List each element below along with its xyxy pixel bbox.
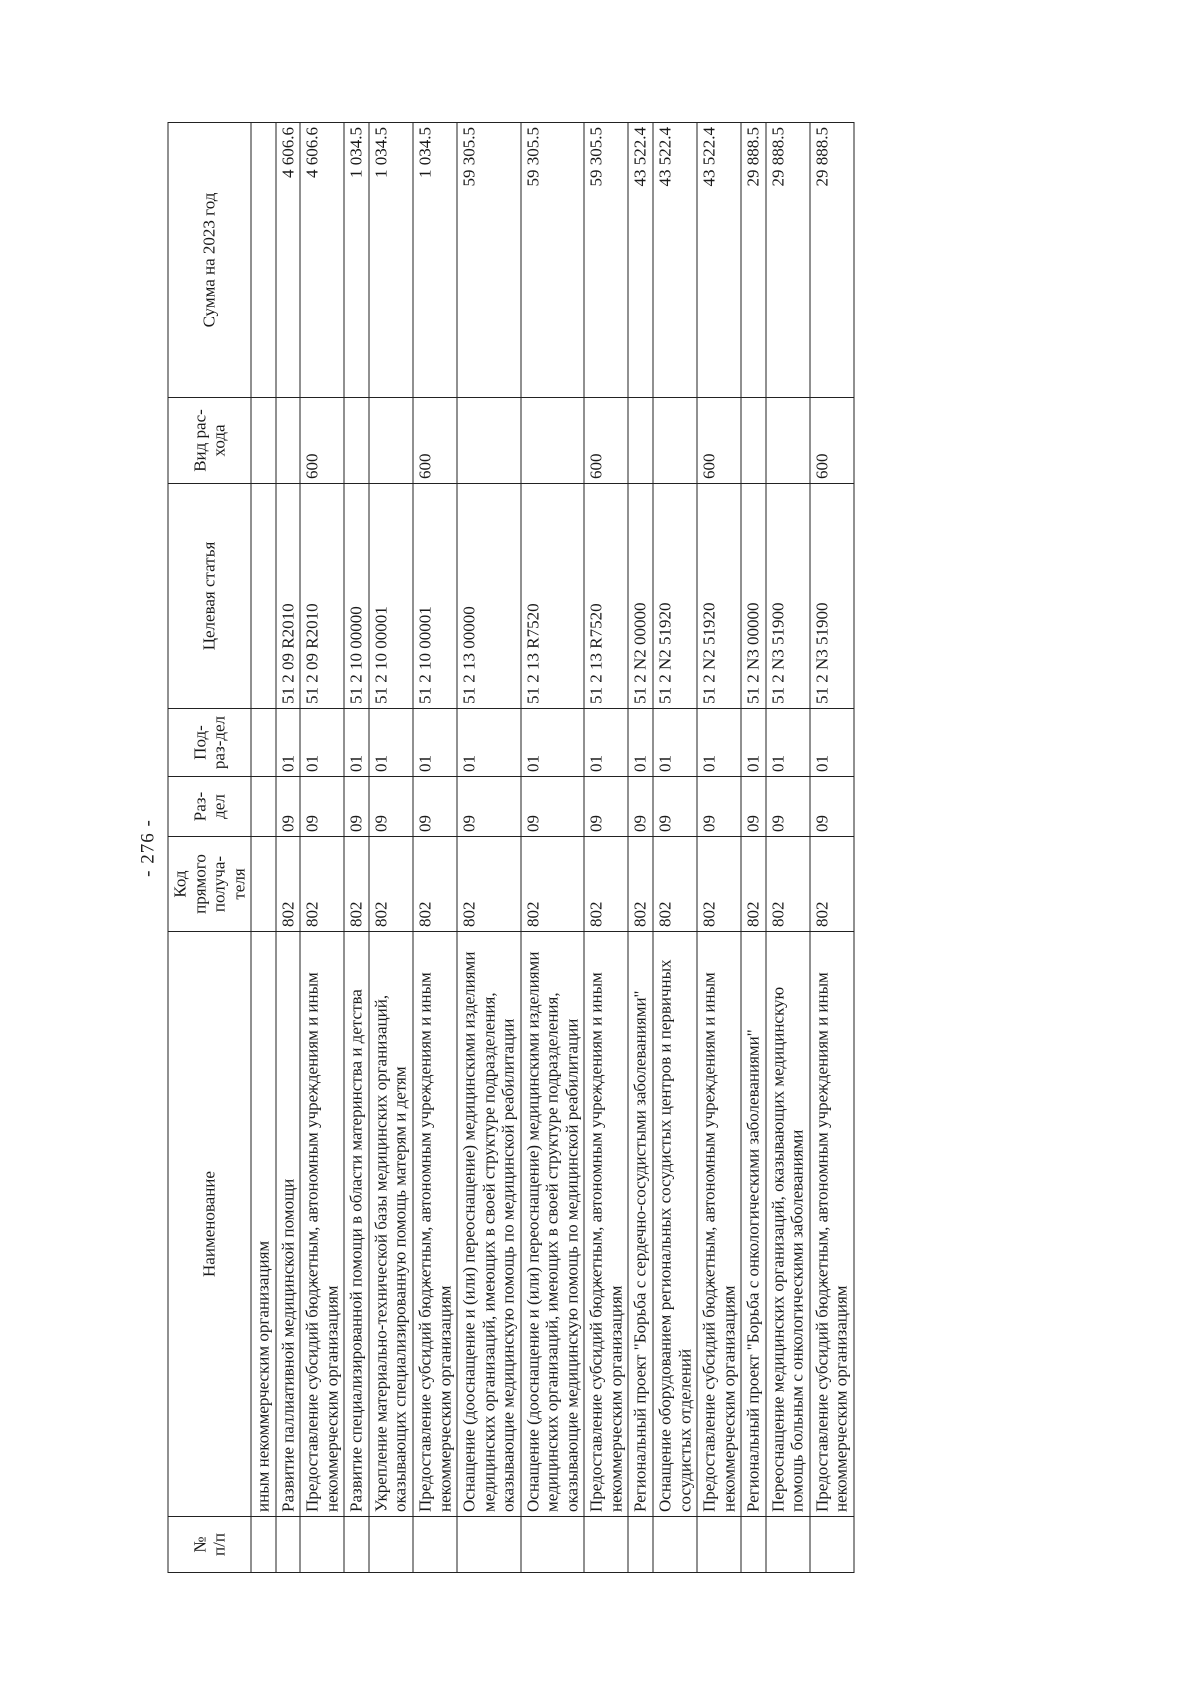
row-recipient-code: 802 <box>697 837 741 932</box>
row-sum: 1 034.5 <box>369 123 413 398</box>
row-expense-type <box>344 398 369 484</box>
row-number <box>628 1517 653 1573</box>
row-section: 09 <box>584 777 628 837</box>
row-expense-type <box>521 398 585 484</box>
row-number <box>653 1517 697 1573</box>
table-row <box>653 123 697 1573</box>
row-expense-type <box>251 398 276 484</box>
row-sum: 1 034.5 <box>413 123 457 398</box>
table-row <box>810 123 854 1573</box>
row-subsection: 01 <box>521 709 585 777</box>
table-row <box>741 123 766 1573</box>
row-section: 09 <box>653 777 697 837</box>
row-name: Региональный проект "Борьба с сердечно-сосудистыми заболеваниями" <box>628 932 653 1517</box>
row-name: Развитие специализированной помощи в области материнства и детства <box>344 932 369 1517</box>
row-number <box>697 1517 741 1573</box>
row-section: 09 <box>457 777 521 837</box>
row-number <box>413 1517 457 1573</box>
table-row <box>457 123 521 1573</box>
table-row <box>344 123 369 1573</box>
row-section: 09 <box>413 777 457 837</box>
row-sum: 43 522.4 <box>697 123 741 398</box>
row-recipient-code: 802 <box>628 837 653 932</box>
row-target-article: 51 2 13 R7520 <box>521 484 585 709</box>
header-subsection: Под-раз-дел <box>168 709 251 777</box>
row-sum: 4 606.6 <box>300 123 344 398</box>
row-number <box>276 1517 301 1573</box>
row-section: 09 <box>276 777 301 837</box>
row-sum: 59 305.5 <box>457 123 521 398</box>
row-expense-type: 600 <box>413 398 457 484</box>
rotated-page <box>138 123 1063 1573</box>
table-row <box>369 123 413 1573</box>
row-target-article: 51 2 10 00001 <box>369 484 413 709</box>
row-number <box>344 1517 369 1573</box>
header-expense-type: Вид рас-хода <box>168 398 251 484</box>
row-name: иным некоммерческим организациям <box>251 932 276 1517</box>
row-target-article: 51 2 10 00001 <box>413 484 457 709</box>
row-subsection: 01 <box>584 709 628 777</box>
row-number <box>369 1517 413 1573</box>
row-subsection: 01 <box>766 709 810 777</box>
row-recipient-code: 802 <box>584 837 628 932</box>
header-name: Наименование <box>168 932 251 1517</box>
row-name: Развитие паллиативной медицинской помощи <box>276 932 301 1517</box>
row-name: Региональный проект "Борьба с онкологическими заболеваниями" <box>741 932 766 1517</box>
row-recipient-code: 802 <box>653 837 697 932</box>
row-subsection: 01 <box>697 709 741 777</box>
row-subsection: 01 <box>457 709 521 777</box>
row-section: 09 <box>369 777 413 837</box>
table-row <box>276 123 301 1573</box>
row-recipient-code <box>251 837 276 932</box>
row-recipient-code: 802 <box>810 837 854 932</box>
row-sum: 29 888.5 <box>766 123 810 398</box>
table-row <box>413 123 457 1573</box>
row-expense-type: 600 <box>300 398 344 484</box>
row-number <box>457 1517 521 1573</box>
row-number <box>300 1517 344 1573</box>
row-subsection: 01 <box>810 709 854 777</box>
row-sum <box>251 123 276 398</box>
row-sum: 43 522.4 <box>628 123 653 398</box>
row-target-article: 51 2 N2 51920 <box>653 484 697 709</box>
row-number <box>251 1517 276 1573</box>
header-row <box>168 123 251 1573</box>
row-subsection: 01 <box>628 709 653 777</box>
row-expense-type: 600 <box>810 398 854 484</box>
row-number <box>741 1517 766 1573</box>
row-recipient-code: 802 <box>300 837 344 932</box>
table-row <box>697 123 741 1573</box>
row-target-article: 51 2 10 00000 <box>344 484 369 709</box>
row-target-article: 51 2 09 R2010 <box>276 484 301 709</box>
row-sum: 59 305.5 <box>584 123 628 398</box>
row-number <box>766 1517 810 1573</box>
table-body <box>251 123 854 1573</box>
row-expense-type <box>741 398 766 484</box>
row-name: Предоставление субсидий бюджетным, автономным учреждениям и иным некоммерческим организациям <box>584 932 628 1517</box>
row-sum: 29 888.5 <box>810 123 854 398</box>
table-row <box>584 123 628 1573</box>
row-sum: 43 522.4 <box>653 123 697 398</box>
row-name: Оснащение оборудованием региональных сосудистых центров и первичных сосудистых отделений <box>653 932 697 1517</box>
row-target-article <box>251 484 276 709</box>
row-subsection: 01 <box>653 709 697 777</box>
row-recipient-code: 802 <box>766 837 810 932</box>
row-expense-type <box>628 398 653 484</box>
row-number <box>584 1517 628 1573</box>
row-expense-type <box>457 398 521 484</box>
table-row <box>628 123 653 1573</box>
row-section: 09 <box>697 777 741 837</box>
header-number: № п/п <box>168 1517 251 1573</box>
header-recipient-code: Код прямого получа-теля <box>168 837 251 932</box>
row-name: Предоставление субсидий бюджетным, автономным учреждениям и иным некоммерческим организациям <box>697 932 741 1517</box>
header-section: Раз-дел <box>168 777 251 837</box>
row-name: Укрепление материально-технической базы медицинских организаций, оказывающих специализированную помощь матерям и детям <box>369 932 413 1517</box>
row-subsection: 01 <box>300 709 344 777</box>
table-row <box>766 123 810 1573</box>
row-subsection: 01 <box>276 709 301 777</box>
row-subsection: 01 <box>344 709 369 777</box>
row-section: 09 <box>741 777 766 837</box>
header-target-article: Целевая статья <box>168 484 251 709</box>
row-target-article: 51 2 13 00000 <box>457 484 521 709</box>
header-sum-2023: Сумма на 2023 год <box>168 123 251 398</box>
row-name: Оснащение (дооснащение и (или) переоснащение) медицинскими изделиями медицинских организаций, имеющих в своей структуре подразделения, оказывающие медицинскую помощь по медицинской реабилитации <box>521 932 585 1517</box>
row-recipient-code: 802 <box>413 837 457 932</box>
row-name: Оснащение (дооснащение и (или) переоснащение) медицинскими изделиями медицинских организаций, имеющих в своей структуре подразделения, оказывающие медицинскую помощь по медицинской реабилитации <box>457 932 521 1517</box>
row-expense-type: 600 <box>697 398 741 484</box>
row-section: 09 <box>300 777 344 837</box>
row-subsection: 01 <box>741 709 766 777</box>
row-recipient-code: 802 <box>521 837 585 932</box>
table-row <box>300 123 344 1573</box>
row-name: Предоставление субсидий бюджетным, автономным учреждениям и иным некоммерческим организациям <box>810 932 854 1517</box>
row-target-article: 51 2 13 R7520 <box>584 484 628 709</box>
row-sum: 1 034.5 <box>344 123 369 398</box>
row-expense-type <box>276 398 301 484</box>
row-expense-type <box>766 398 810 484</box>
row-section <box>251 777 276 837</box>
row-name: Предоставление субсидий бюджетным, автономным учреждениям и иным некоммерческим организациям <box>413 932 457 1517</box>
row-expense-type <box>369 398 413 484</box>
row-expense-type: 600 <box>584 398 628 484</box>
row-section: 09 <box>521 777 585 837</box>
row-name: Предоставление субсидий бюджетным, автономным учреждениям и иным некоммерческим организациям <box>300 932 344 1517</box>
page-number: - 276 - <box>137 819 159 877</box>
row-sum: 29 888.5 <box>741 123 766 398</box>
row-section: 09 <box>810 777 854 837</box>
row-recipient-code: 802 <box>741 837 766 932</box>
budget-table <box>168 122 855 1573</box>
row-sum: 4 606.6 <box>276 123 301 398</box>
row-number <box>521 1517 585 1573</box>
row-target-article: 51 2 N3 51900 <box>810 484 854 709</box>
row-section: 09 <box>628 777 653 837</box>
row-section: 09 <box>344 777 369 837</box>
row-expense-type <box>653 398 697 484</box>
table-row <box>521 123 585 1573</box>
row-subsection: 01 <box>413 709 457 777</box>
row-subsection: 01 <box>369 709 413 777</box>
table-row <box>251 123 276 1573</box>
row-recipient-code: 802 <box>369 837 413 932</box>
row-target-article: 51 2 N3 51900 <box>766 484 810 709</box>
row-sum: 59 305.5 <box>521 123 585 398</box>
row-number <box>810 1517 854 1573</box>
row-target-article: 51 2 N2 00000 <box>628 484 653 709</box>
row-subsection <box>251 709 276 777</box>
row-target-article: 51 2 N2 51920 <box>697 484 741 709</box>
row-recipient-code: 802 <box>344 837 369 932</box>
row-target-article: 51 2 N3 00000 <box>741 484 766 709</box>
row-name: Переоснащение медицинских организаций, оказывающих медицинскую помощь больным с онкологическими заболеваниями <box>766 932 810 1517</box>
row-recipient-code: 802 <box>457 837 521 932</box>
row-section: 09 <box>766 777 810 837</box>
row-recipient-code: 802 <box>276 837 301 932</box>
row-target-article: 51 2 09 R2010 <box>300 484 344 709</box>
